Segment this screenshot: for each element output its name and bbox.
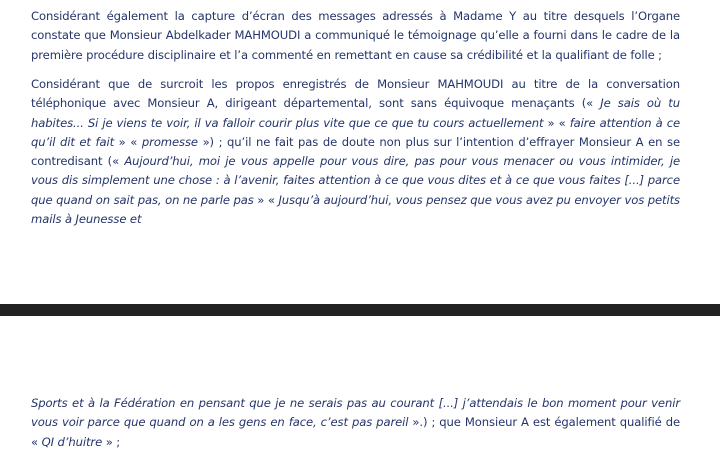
paragraph-3 (31, 394, 680, 452)
quote-5: Jusqu’à aujourd’hui, vous pensez que vous avez pu envoyer vos petits mails à Jeunesse et (31, 192, 680, 227)
paragraph-2-middle: ») ; qu’il ne fait pas de doute non plus sur l’intention d’effrayer Monsieur A en se contredisant (« (31, 134, 681, 169)
paragraph-2-intro: Considérant que de surcroit les propos enregistrés de Monsieur MAHMOUDI au titre de la conversation téléphonique avec Monsieur A, dirigeant départemental, sont sans équivoque menaçants (« (31, 77, 680, 111)
paragraph-3-middle: ».) ; que Monsieur A est également qualifié de « (31, 415, 680, 449)
paragraph-3-end: » ; (102, 434, 121, 449)
quote-1: Je sais où tu habites... Si je viens te voir, il va falloir courir plus vite que ce que tu cours actuellement (31, 96, 681, 130)
quote-separator: » « (543, 115, 570, 130)
page-break-divider (0, 304, 720, 316)
paragraph-2 (31, 75, 680, 229)
quote-2: faire attention à ce qu’il dit et fait (31, 115, 680, 149)
quote-separator: » « (114, 134, 142, 149)
quote-separator: » « (253, 192, 279, 207)
quote-7: QI d’huitre (41, 434, 103, 449)
quote-6: Sports et à la Fédération en pensant que je ne serais pas au courant [...] j’attendais le bon moment pour venir vous voir parce que quand on a les gens en face, c’est pas pareil (31, 396, 680, 430)
paragraph-1: Considérant également la capture d’écran des messages adressés à Madame Y au titre desquels l’Organe constate que Monsieur Abdelkader MAHMOUDI a communiqué le témoignage qu’elle a fourni dans le cadre de la première procédure disciplinaire et l’a commenté en remettant en cause sa crédibilité et la qualifiant de folle ; (31, 9, 680, 62)
quote-4: Aujourd’hui, moi je vous appelle pour vous dire, pas pour vous menacer ou vous intimider, je vous dis simplement une chose : à l’avenir, faites attention à ce que vous dites et à ce que vous faites [...] parce que quand on sait pas, on ne parle pas (31, 154, 680, 207)
quote-3: promesse (141, 134, 198, 149)
